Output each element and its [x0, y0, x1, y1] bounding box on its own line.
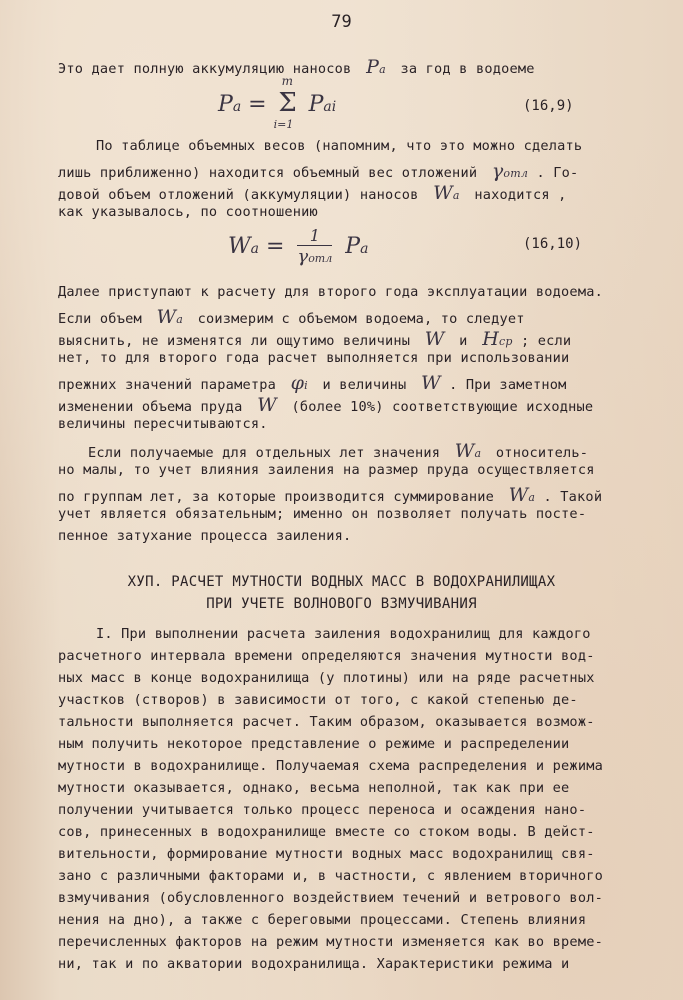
text-line-9: нет, то для второго года расчет выполняется при использовании [58, 350, 570, 366]
text-line-2: По таблице объемных весов (напомним, что это можно сделать [96, 138, 583, 154]
formula-16-9: Pa = m Σ i=1 Pai [218, 74, 337, 131]
section-text-line-3: ных масс в конце водохранилища (у плотины) или на ряде расчетных [58, 670, 595, 686]
text-line-6: Далее приступают к расчету для второго года эксплуатации водоема. [58, 284, 603, 300]
section-title-line-2: ПРИ УЧЕТЕ ВОЛНОВОГО ВЗМУЧИВАНИЯ [206, 596, 477, 612]
text-line-13: Если получаемые для отдельных лет значения Wa относитель- [88, 440, 589, 462]
section-text-line-15: перечисленных факторов на режим мутности изменяется как во време- [58, 934, 603, 950]
line-1-text-end: за год в водоеме [400, 61, 535, 77]
text-line-7: Если объем Wa соизмерим с объемом водоема, то следует [58, 306, 525, 328]
section-text-line-6: ным получить некоторое представление о режиме и распределении [58, 736, 570, 752]
page-number: 79 [331, 12, 352, 32]
text-line-5: как указывалось, по соотношению [58, 204, 318, 220]
section-text-line-2: расчетного интервала времени определяются значения мутности вод- [58, 648, 595, 664]
section-text-line-13: взмучивания (обусловленного воздействием течений и ветрового вол- [58, 890, 603, 906]
text-line-12: величины пересчитываются. [58, 416, 268, 432]
section-text-line-11: вительности, формирование мутности водных масс водохранилищ свя- [58, 846, 595, 862]
text-line-1 [58, 56, 535, 78]
section-text-line-9: получении учитывается только процесс переноса и осаждения нано- [58, 802, 587, 818]
section-title-line-1: ХУП. РАСЧЕТ МУТНОСТИ ВОДНЫХ МАСС В ВОДОХРАНИЛИЩАХ [127, 574, 556, 590]
text-line-3: лишь приближенно) находится объемный вес отложений γотл . Го- [58, 160, 579, 182]
text-line-11: изменении объема пруда W (более 10%) соответствующие исходные [58, 394, 594, 416]
section-text-line-12: зано с различными факторами и, в частности, с явлением вторичного [58, 868, 603, 884]
formula-16-10: Wa = 1 γотл Pa [228, 226, 369, 267]
equation-number-16-10: (16,10) [523, 236, 583, 252]
section-text-line-5: тальности выполняется расчет. Таким образом, оказывается возмож- [58, 714, 595, 730]
line-1-text: Это дает полную аккумуляцию наносов [58, 61, 352, 77]
section-text-line-14: нения на дно), а также с береговыми процессами. Степень влияния [58, 912, 587, 928]
text-line-16: учет является обязательным; именно он позволяет получать посте- [58, 506, 587, 522]
equation-number-16-9: (16,9) [523, 98, 574, 114]
text-line-10: прежних значений параметра φi и величины W . При заметном [58, 372, 567, 394]
text-line-14: но малы, то учет влияния заиления на размер пруда осуществляется [58, 462, 595, 478]
section-text-line-7: мутности в водохранилище. Получаемая схема распределения и режима [58, 758, 603, 774]
symbol-pa: Pa [366, 56, 386, 78]
section-text-line-10: сов, принесенных в водохранилище вместе со стоком воды. В дейст- [58, 824, 595, 840]
section-text-line-16: ни, так и по акватории водохранилища. Характеристики режима и [58, 956, 570, 972]
text-line-8: выяснить, не изменятся ли ощутимо величины W и Hср ; если [58, 328, 572, 350]
text-line-4: довой объем отложений (аккумуляции) наносов Wa находится , [58, 182, 567, 204]
text-line-15: по группам лет, за которые производится суммирование Wa . Такой [58, 484, 603, 506]
text-line-17: пенное затухание процесса заиления. [58, 528, 352, 544]
section-text-line-8: мутности оказывается, однако, весьма неполной, так как при ее [58, 780, 570, 796]
symbol-gamma-otl: γотл [491, 160, 529, 182]
symbol-wa: Wa [433, 182, 460, 204]
section-text-line-1: I. При выполнении расчета заиления водохранилищ для каждого [96, 626, 591, 642]
section-text-line-4: участков (створов) в зависимости от того, с какой степенью де- [58, 692, 578, 708]
